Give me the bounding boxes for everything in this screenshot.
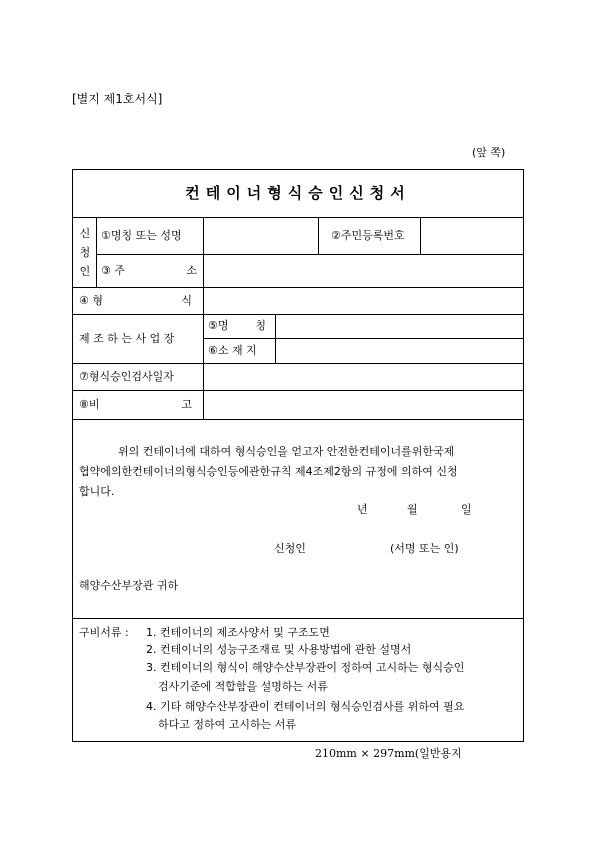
applicant-group-label: 신 청 인 — [79, 227, 91, 278]
remarks-label: ⑧비 고 — [79, 398, 192, 411]
inspection-date-field[interactable] — [204, 364, 522, 389]
mfr-location-label: ⑥소 재 지 — [208, 344, 257, 357]
statement-line-3: 합니다. — [79, 485, 115, 498]
id-number-field[interactable] — [421, 218, 522, 253]
mfr-name-field[interactable] — [276, 315, 522, 337]
inspection-date-label: ⑦형식승인검사일자 — [79, 370, 174, 383]
document-item-2: 2. 컨테이너의 성능구조재료 및 사용방법에 관한 설명서 — [146, 643, 412, 656]
remarks-field[interactable] — [204, 391, 522, 418]
form-title: 컨테이너형식승인신청서 — [185, 184, 411, 202]
document-item-4-line-2: 하다고 정하여 고시하는 서류 — [158, 718, 297, 731]
model-field[interactable] — [204, 288, 522, 313]
addressee: 해양수산부장관 귀하 — [79, 579, 179, 592]
documents-label: 구비서류 : — [79, 626, 129, 639]
signature-label: (서명 또는 인) — [390, 542, 459, 555]
document-item-3-line-2: 검사기준에 적합함을 설명하는 서류 — [158, 680, 328, 693]
document-item-3-line-1: 3. 컨테이너의 형식이 해양수산부장관이 정하여 고시하는 형식승인 — [146, 661, 465, 674]
applicant-label: 신청인 — [274, 542, 306, 555]
manufacturer-label: 제 조 하 는 사 업 장 — [79, 332, 175, 345]
paper-size: 210mm × 297mm(일반용지 — [315, 747, 462, 760]
mfr-name-label: ⑤명 칭 — [208, 319, 266, 332]
date-day-label: 일 — [461, 503, 472, 516]
date-year-label: 년 — [357, 503, 368, 516]
form-number: [별지 제1호서식] — [72, 92, 163, 106]
name-label: ①명칭 또는 성명 — [101, 229, 182, 242]
statement-line-2: 협약에의한컨테이너의형식승인등에관한규칙 제4조제2항의 규정에 의하여 신청 — [79, 465, 458, 478]
mfr-location-field[interactable] — [276, 339, 522, 362]
statement-line-1: 위의 컨테이너에 대하여 형식승인을 얻고자 안전한컨테이너를위한국제 — [118, 445, 455, 458]
document-item-1: 1. 컨테이너의 제조사양서 및 구조도면 — [146, 626, 330, 639]
id-number-label: ②주민등록번호 — [331, 229, 405, 242]
model-label: ④ 형 식 — [79, 294, 192, 307]
address-field[interactable] — [204, 255, 522, 286]
page-side-label: (앞 쪽) — [472, 146, 506, 159]
document-item-4-line-1: 4. 기타 해양수산부장관이 컨테이너의 형식승인검사를 위하여 필요 — [146, 700, 465, 713]
name-field[interactable] — [204, 218, 317, 253]
address-label: ③ 주 소 — [101, 264, 197, 277]
date-month-label: 월 — [407, 503, 418, 516]
